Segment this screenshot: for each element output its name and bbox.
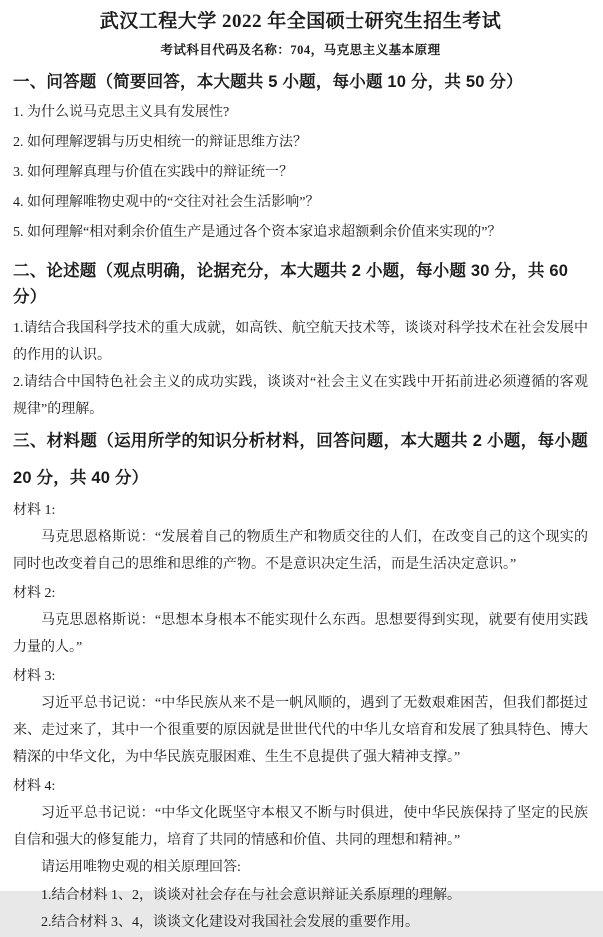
short-answer-question-list — [13, 98, 588, 248]
material-4-text: 习近平总书记说：“中华文化既坚守本根又不断与时俱进，使中华民族保持了坚定的民族自信和强大的修复能力，培育了共同的情感和价值、共同的理想和精神。” — [13, 806, 588, 848]
short-answer-question-1: 1. 为什么说马克思主义具有发展性? — [13, 105, 230, 120]
short-answer-question-5: 5. 如何理解“相对剩余价值生产是通过各个资本家追求超额剩余价值来实现的”？ — [13, 225, 502, 240]
short-answer-question-4: 4. 如何理解唯物史观中的“交往对社会生活影响”？ — [13, 195, 320, 210]
material-answer-prompt: 请运用唯物史观的相关原理回答: — [41, 860, 241, 875]
material-question-area — [13, 854, 588, 937]
essay-question-1: 1.请结合我国科学技术的重大成就，如高铁、航空航天技术等，谈谈对科学技术在社会发展中的作用的认识。 — [13, 321, 588, 363]
material-3-text: 习近平总书记说：“中华民族从来不是一帆风顺的，遇到了无数艰难困苦，但我们都挺过来、走过来了，其中一个很重要的原因就是世世代代的中华儿女培育和发展了独具特色、博大精深的中华文化，为中华民族克服困难、生生不息提供了强大精神支撑。” — [13, 696, 588, 765]
essay-question-2: 2.请结合中国特色社会主义的成功实践，谈谈对“社会主义在实践中开拓前进必须遵循的客观规律”的理解。 — [13, 375, 588, 417]
material-block-4 — [13, 773, 588, 854]
section-short-answer-heading: 一、问答题（简要回答，本大题共 5 小题，每小题 10 分，共 50 分） — [13, 73, 523, 91]
material-block-1 — [13, 497, 588, 578]
short-answer-question-2: 2. 如何理解逻辑与历史相统一的辩证思维方法？ — [13, 135, 307, 150]
exam-subject-line: 考试科目代码及名称：704，马克思主义基本原理 — [160, 43, 441, 57]
material-3-label: 材料 3: — [13, 669, 56, 684]
material-1-text: 马克思恩格斯说：“发展着自己的物质生产和物质交往的人们，在改变自己的这个现实的同时也改变着自己的思维和思维的产物。不是意识决定生活，而是生活决定意识。” — [13, 530, 588, 572]
material-1-label: 材料 1: — [13, 503, 56, 518]
section-essay-heading: 二、论述题（观点明确，论据充分，本大题共 2 小题，每小题 30 分，共 60 分） — [13, 262, 569, 306]
exam-title: 武汉工程大学 2022 年全国硕士研究生招生考试 — [99, 11, 502, 32]
short-answer-question-3: 3. 如何理解真理与价值在实践中的辩证统一？ — [13, 165, 293, 180]
material-4-label: 材料 4: — [13, 779, 56, 794]
material-question-2: 2.结合材料 3、4，谈谈文化建设对我国社会发展的重要作用。 — [41, 915, 419, 930]
material-block-3 — [13, 663, 588, 771]
material-block-2 — [13, 580, 588, 661]
section-material-heading: 三、材料题（运用所学的知识分析材料，回答问题，本大题共 2 小题，每小题 20 分，共 40 分） — [13, 432, 588, 487]
material-2-text: 马克思恩格斯说：“思想本身根本不能实现什么东西。思想要得到实现，就要有使用实践力量的人。” — [13, 613, 588, 655]
material-2-label: 材料 2: — [13, 586, 56, 601]
material-question-1: 1.结合材料 1、2，谈谈对社会存在与社会意识辩证关系原理的理解。 — [41, 887, 461, 903]
